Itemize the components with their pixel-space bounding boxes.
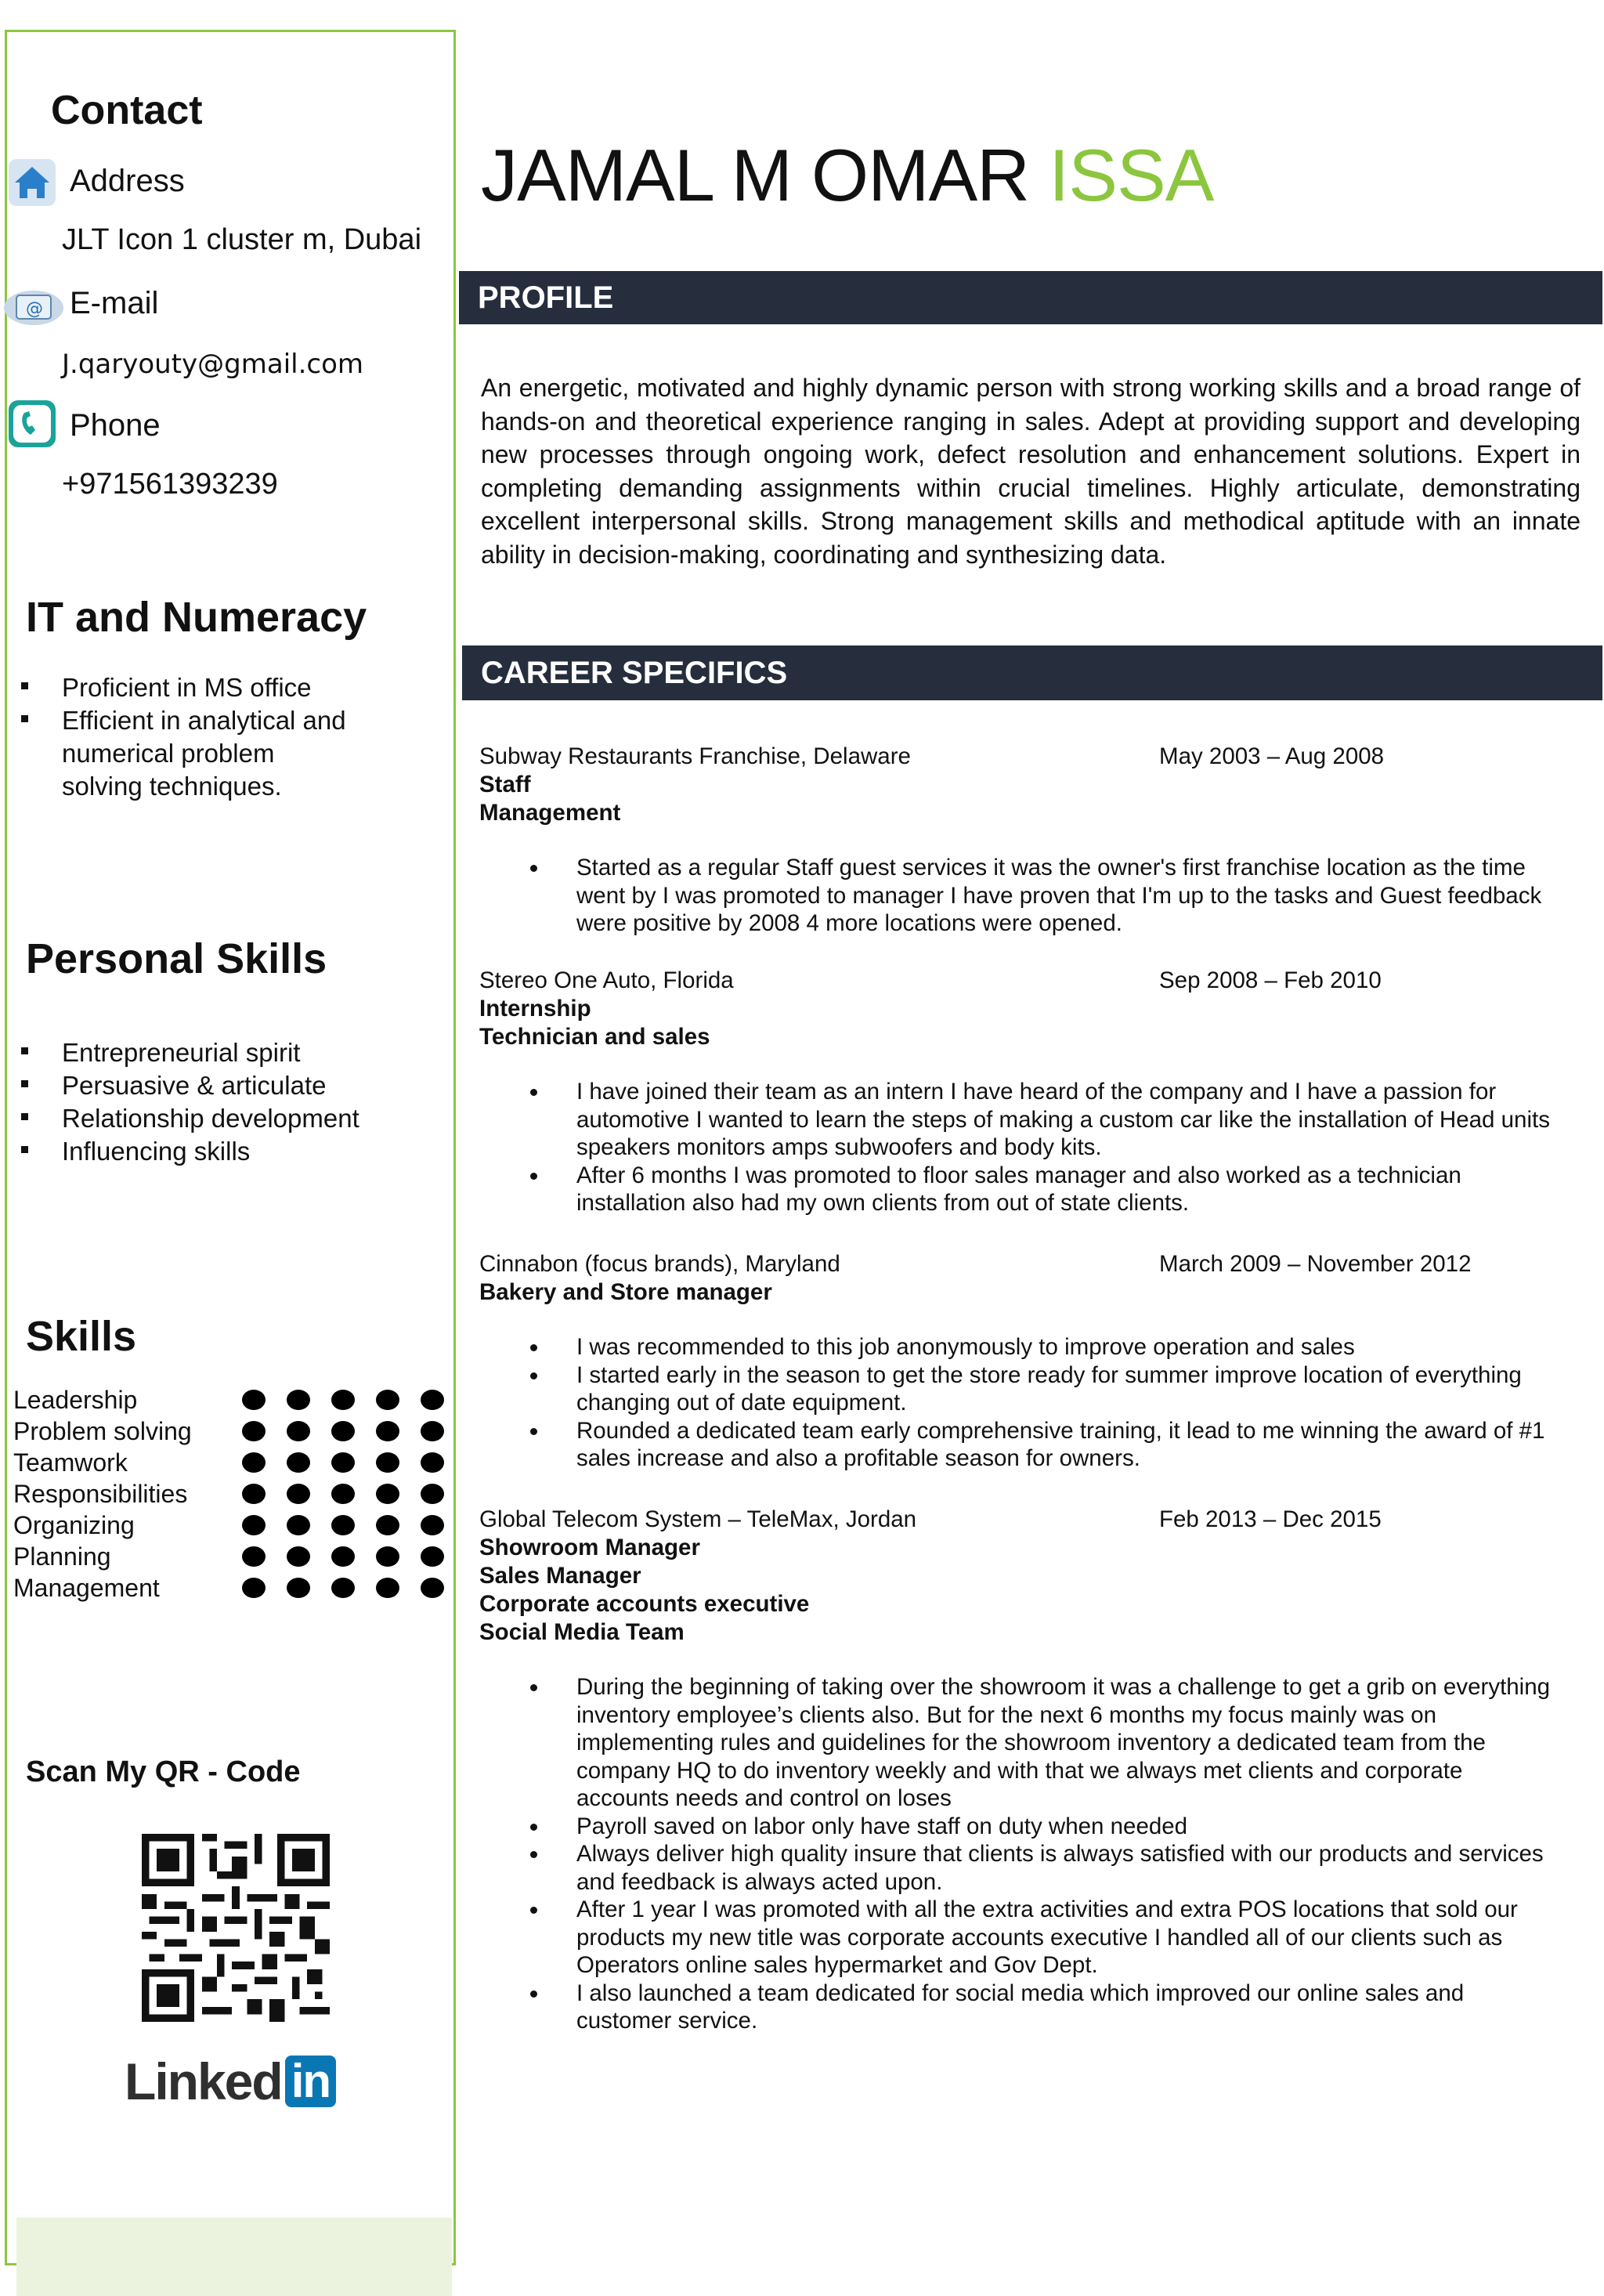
skill-name: Teamwork [13,1448,128,1477]
rating-dot-icon [287,1578,310,1598]
skill-ratings [242,1384,444,1604]
phone-icon [7,399,57,449]
profile-text: An energetic, motivated and highly dynamic person with strong working skills and a broad range of hands-on and theoretical experience ranging in sales. Adept at providing support and developing new processes through ongoing work, defect resolution and enhancement solutions. Expert in completing demanding assignments within crucial timelines. Highly articulate, demonstrating excellent interpersonal skills. Strong management skills and methodical aptitude with an innate ability in decision-making, coordinating and synthesizing data. [481,374,1581,569]
skill-name: Leadership [13,1386,138,1414]
sidebar-footer-box [16,2218,452,2296]
rating-dot-icon [287,1546,310,1567]
rating-dot-icon [376,1484,399,1504]
list-item: Proficient in MS office [16,671,352,704]
skill-name: Planning [13,1542,111,1571]
list-item: I started early in the season to get the store ready for summer improve location of everything changing out of date equipment. [479,1361,1552,1417]
it-numeracy-list [16,671,352,803]
skill-name: Problem solving [13,1417,192,1445]
job-role: Technician and sales [479,1024,710,1050]
list-item: Persuasive & articulate [16,1069,359,1102]
skill-rating-row [242,1416,444,1447]
job-entry [479,967,1584,1217]
job-role: Management [479,800,621,826]
job-dates: May 2003 – Aug 2008 [1159,743,1385,769]
job-entry [479,743,1584,938]
rating-dot-icon [287,1421,310,1441]
list-item: Influencing skills [16,1135,359,1168]
skill-rating-row [242,1541,444,1572]
name-last: ISSA [1049,134,1214,216]
job-entry [479,1506,1584,2035]
rating-dot-icon [421,1484,444,1504]
sidebar [5,30,456,2265]
home-icon [7,157,57,208]
rating-dot-icon [287,1484,310,1504]
job-company: Cinnabon (focus brands), Maryland [479,1251,840,1277]
name-first: JAMAL M OMAR [481,134,1030,216]
job-dates: Sep 2008 – Feb 2010 [1159,967,1382,993]
skill-rating-row [242,1510,444,1541]
rating-dot-icon [421,1515,444,1535]
rating-dot-icon [331,1546,355,1567]
rating-dot-icon [242,1390,266,1410]
linkedin-logo[interactable] [125,2052,336,2111]
rating-dot-icon [421,1578,444,1598]
list-item: During the beginning of taking over the showroom it was a challenge to get a grib on everything inventory employee’s clients also. But for the next 6 months my focus mainly was on implementing rules and guidelines for the showroom inventory a dedicated team from the company HQ to do inventory weekly and with that we always met clients and corporate accounts needs and control on loses [479,1673,1552,1813]
skill-name: Organizing [13,1511,135,1539]
job-company: Stereo One Auto, Florida [479,967,734,993]
job-role: Bakery and Store manager [479,1279,772,1305]
career-header-bar: CAREER SPECIFICS [462,645,1602,700]
job-bullets [479,1333,1552,1473]
address-label: Address [70,164,185,198]
rating-dot-icon [287,1515,310,1535]
list-item: After 1 year I was promoted with all the extra activities and extra POS locations that sold our products my new title was corporate accounts executive I handled all of our clients such as Operators online sales hypermarket and Gov Dept. [479,1896,1552,1980]
rating-dot-icon [287,1390,310,1410]
contact-heading: Contact [51,88,203,133]
rating-dot-icon [242,1515,266,1535]
profile-header-bar: PROFILE [459,271,1602,324]
list-item: Relationship development [16,1102,359,1135]
rating-dot-icon [421,1452,444,1473]
personal-skills-heading: Personal Skills [26,935,327,982]
rating-dot-icon [376,1515,399,1535]
skills-heading: Skills [26,1313,137,1360]
list-item: After 6 months I was promoted to floor sales manager and also worked as a technician installation also had my own clients from out of state clients. [479,1162,1552,1217]
list-item: Entrepreneurial spirit [16,1036,359,1069]
list-item: Rounded a dedicated team early comprehensive training, it lead to me winning the award of #1 sales increase and also a profitable season for owners. [479,1417,1552,1473]
rating-dot-icon [331,1578,355,1598]
job-role: Internship [479,996,591,1021]
rating-dot-icon [331,1452,355,1473]
rating-dot-icon [376,1452,399,1473]
qr-code-icon[interactable] [142,1834,330,2022]
qr-heading: Scan My QR - Code [26,1755,301,1788]
rating-dot-icon [331,1484,355,1504]
rating-dot-icon [242,1546,266,1567]
rating-dot-icon [421,1421,444,1441]
job-role: Corporate accounts executive [479,1591,810,1617]
rating-dot-icon [376,1390,399,1410]
list-item: Efficient in analytical and numerical problem solving techniques. [16,704,352,803]
phone-value[interactable]: +971561393239 [62,468,278,501]
rating-dot-icon [376,1421,399,1441]
rating-dot-icon [331,1390,355,1410]
email-label: E-mail [70,286,159,320]
skill-rating-row [242,1384,444,1416]
list-item: Always deliver high quality insure that clients is always satisfied with our products and services and feedback is always acted upon. [479,1840,1552,1896]
job-bullets [479,1078,1552,1217]
rating-dot-icon [421,1390,444,1410]
job-company: Global Telecom System – TeleMax, Jordan [479,1506,917,1532]
list-item: I have joined their team as an intern I have heard of the company and I have a passion for automotive I wanted to learn the steps of making a custom car like the installation of Head units speakers monitors amps subwoofers and body kits. [479,1078,1552,1162]
job-entry [479,1250,1584,1473]
rating-dot-icon [331,1515,355,1535]
phone-label: Phone [70,408,161,443]
rating-dot-icon [242,1452,266,1473]
rating-dot-icon [242,1421,266,1441]
rating-dot-icon [376,1578,399,1598]
job-dates: March 2009 – November 2012 [1159,1251,1472,1277]
linkedin-in-badge: in [285,2056,336,2107]
list-item: Started as a regular Staff guest services it was the owner's first franchise location as the time went by I was promoted to manager I have proven that I'm up to the tasks and Guest feedback were positive by 2008 4 more locations were opened. [479,854,1552,938]
job-role: Showroom Manager [479,1535,700,1560]
list-item: I also launched a team dedicated for social media which improved our online sales and customer service. [479,1980,1552,2035]
job-dates: Feb 2013 – Dec 2015 [1159,1506,1382,1532]
job-role: Sales Manager [479,1563,641,1589]
email-icon [2,281,65,331]
job-role: Social Media Team [479,1619,685,1645]
email-value[interactable]: J.qaryouty@gmail.com [62,349,364,380]
job-company: Subway Restaurants Franchise, Delaware [479,743,911,769]
rating-dot-icon [376,1546,399,1567]
skill-name: Responsibilities [13,1480,188,1508]
rating-dot-icon [287,1452,310,1473]
job-bullets [479,1673,1552,2035]
skill-name: Management [13,1574,160,1602]
list-item: I was recommended to this job anonymously to improve operation and sales [479,1333,1552,1361]
rating-dot-icon [242,1578,266,1598]
rating-dot-icon [421,1546,444,1567]
address-value: JLT Icon 1 cluster m, Dubai [62,223,422,256]
svg-text:@: @ [26,299,43,319]
job-role: Staff [479,772,531,797]
skills-list [13,1384,192,1604]
candidate-name [481,133,1213,218]
skill-rating-row [242,1572,444,1604]
list-item: Payroll saved on labor only have staff on duty when needed [479,1813,1552,1841]
rating-dot-icon [331,1421,355,1441]
linkedin-text: Linked [125,2052,282,2110]
job-bullets [479,854,1552,938]
rating-dot-icon [242,1484,266,1504]
skill-rating-row [242,1478,444,1510]
personal-skills-list [16,1036,359,1168]
it-numeracy-heading: IT and Numeracy [26,594,367,641]
skill-rating-row [242,1447,444,1478]
